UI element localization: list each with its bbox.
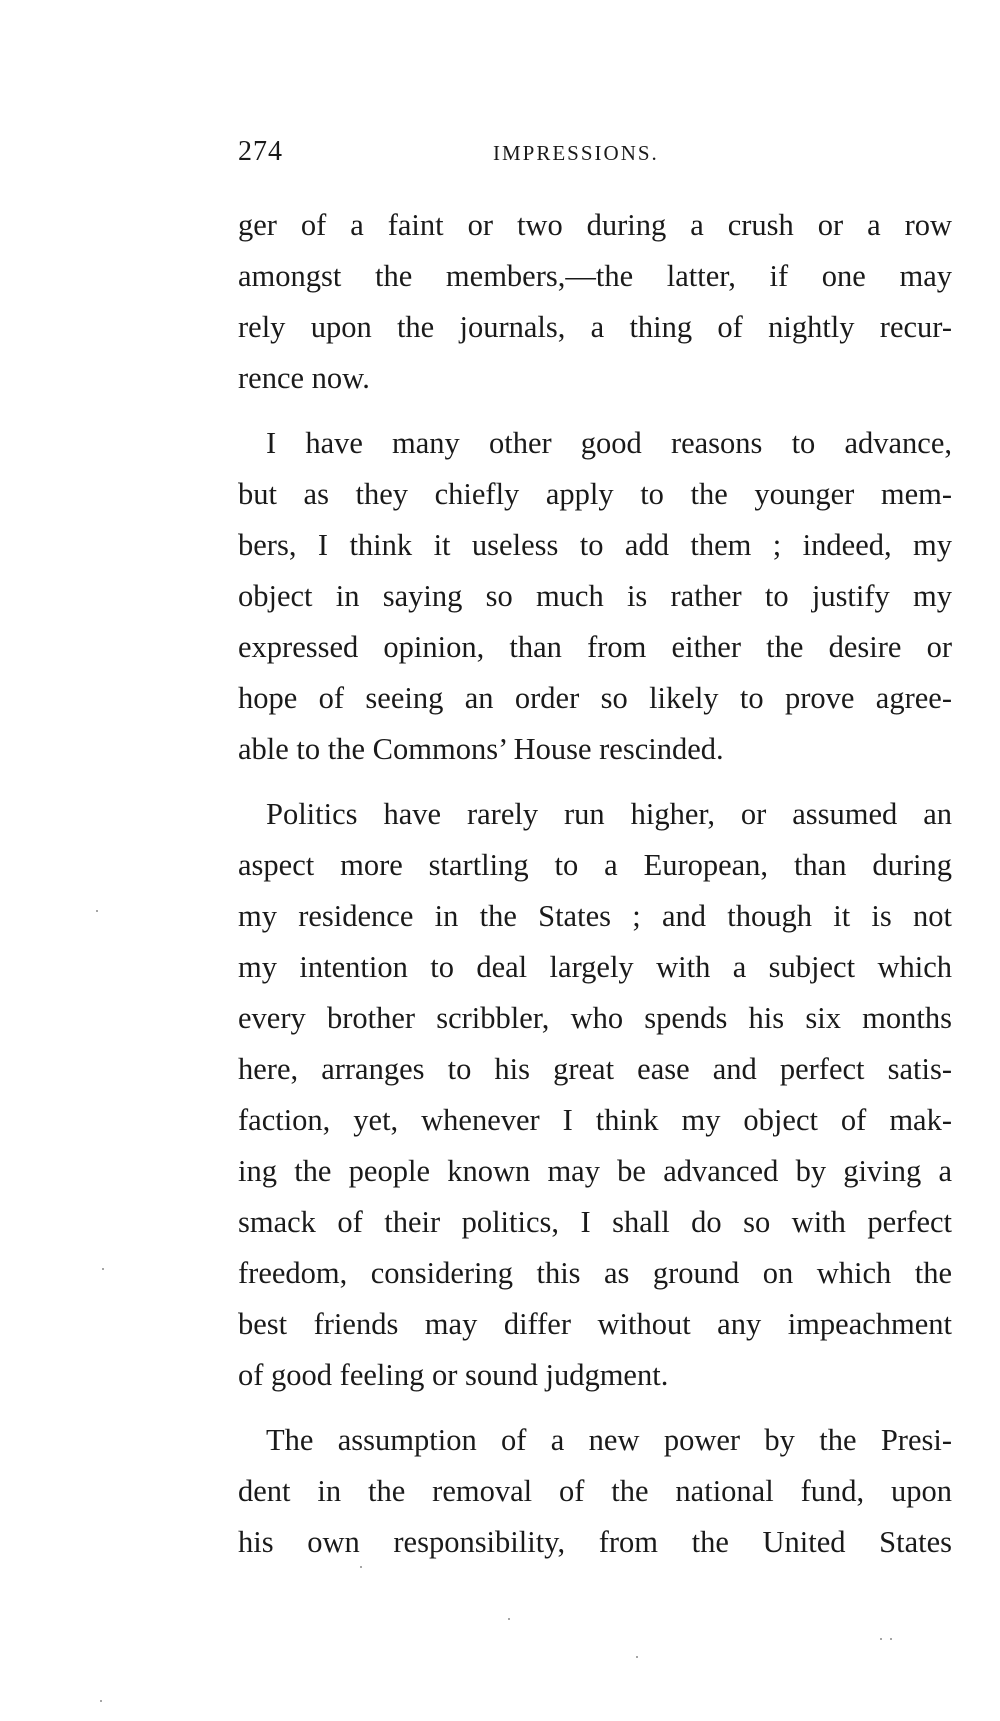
text-line: amongst the members,—the latter, if one may [238, 259, 952, 293]
text-line: here, arranges to his great ease and perfect satis- [238, 1052, 952, 1086]
text-line: but as they chiefly apply to the younger mem- [238, 477, 952, 511]
text-line: aspect more startling to a European, than during [238, 848, 952, 882]
text-line: his own responsibility, from the United States [238, 1525, 952, 1559]
page-number: 274 [238, 136, 283, 167]
paper-speck [880, 1638, 882, 1640]
text-line: faction, yet, whenever I think my object of mak- [238, 1103, 952, 1137]
text-line: expressed opinion, than from either the desire or [238, 630, 952, 664]
text-line: freedom, considering this as ground on which the [238, 1256, 952, 1290]
text-line: able to the Commons’ House rescinded. [238, 732, 724, 766]
text-line: ger of a faint or two during a crush or a row [238, 208, 952, 242]
text-line: every brother scribbler, who spends his six months [238, 1001, 952, 1035]
paper-speck [102, 1268, 104, 1270]
paragraph [238, 789, 952, 1401]
text-line: ing the people known may be advanced by giving a [238, 1154, 952, 1188]
running-head [238, 136, 952, 176]
running-title: IMPRESSIONS. [493, 141, 659, 165]
paper-speck [890, 1638, 892, 1640]
text-line: hope of seeing an order so likely to prove agree- [238, 681, 952, 715]
paragraph [238, 200, 952, 404]
paper-speck [360, 1566, 362, 1568]
text-line: of good feeling or sound judgment. [238, 1358, 669, 1392]
text-line: bers, I think it useless to add them ; indeed, my [238, 528, 952, 562]
text-line: Politics have rarely run higher, or assumed an [266, 797, 952, 831]
text-line: best friends may differ without any impeachment [238, 1307, 952, 1341]
text-line: rely upon the journals, a thing of nightly recur- [238, 310, 952, 344]
text-line: The assumption of a new power by the Presi- [266, 1423, 952, 1457]
text-line: I have many other good reasons to advance, [266, 426, 952, 460]
paragraph [238, 418, 952, 775]
text-line: smack of their politics, I shall do so with perfect [238, 1205, 952, 1239]
paper-speck [100, 1700, 102, 1702]
paragraph [238, 1415, 952, 1568]
text-line: my intention to deal largely with a subject which [238, 950, 952, 984]
paper-speck [96, 910, 98, 912]
text-line: rence now. [238, 361, 370, 395]
text-line: dent in the removal of the national fund, upon [238, 1474, 952, 1508]
paper-speck [508, 1618, 510, 1620]
text-line: my residence in the States ; and though it is not [238, 899, 952, 933]
text-line: object in saying so much is rather to justify my [238, 579, 952, 613]
body-text [238, 200, 952, 1568]
paper-speck [636, 1656, 638, 1658]
